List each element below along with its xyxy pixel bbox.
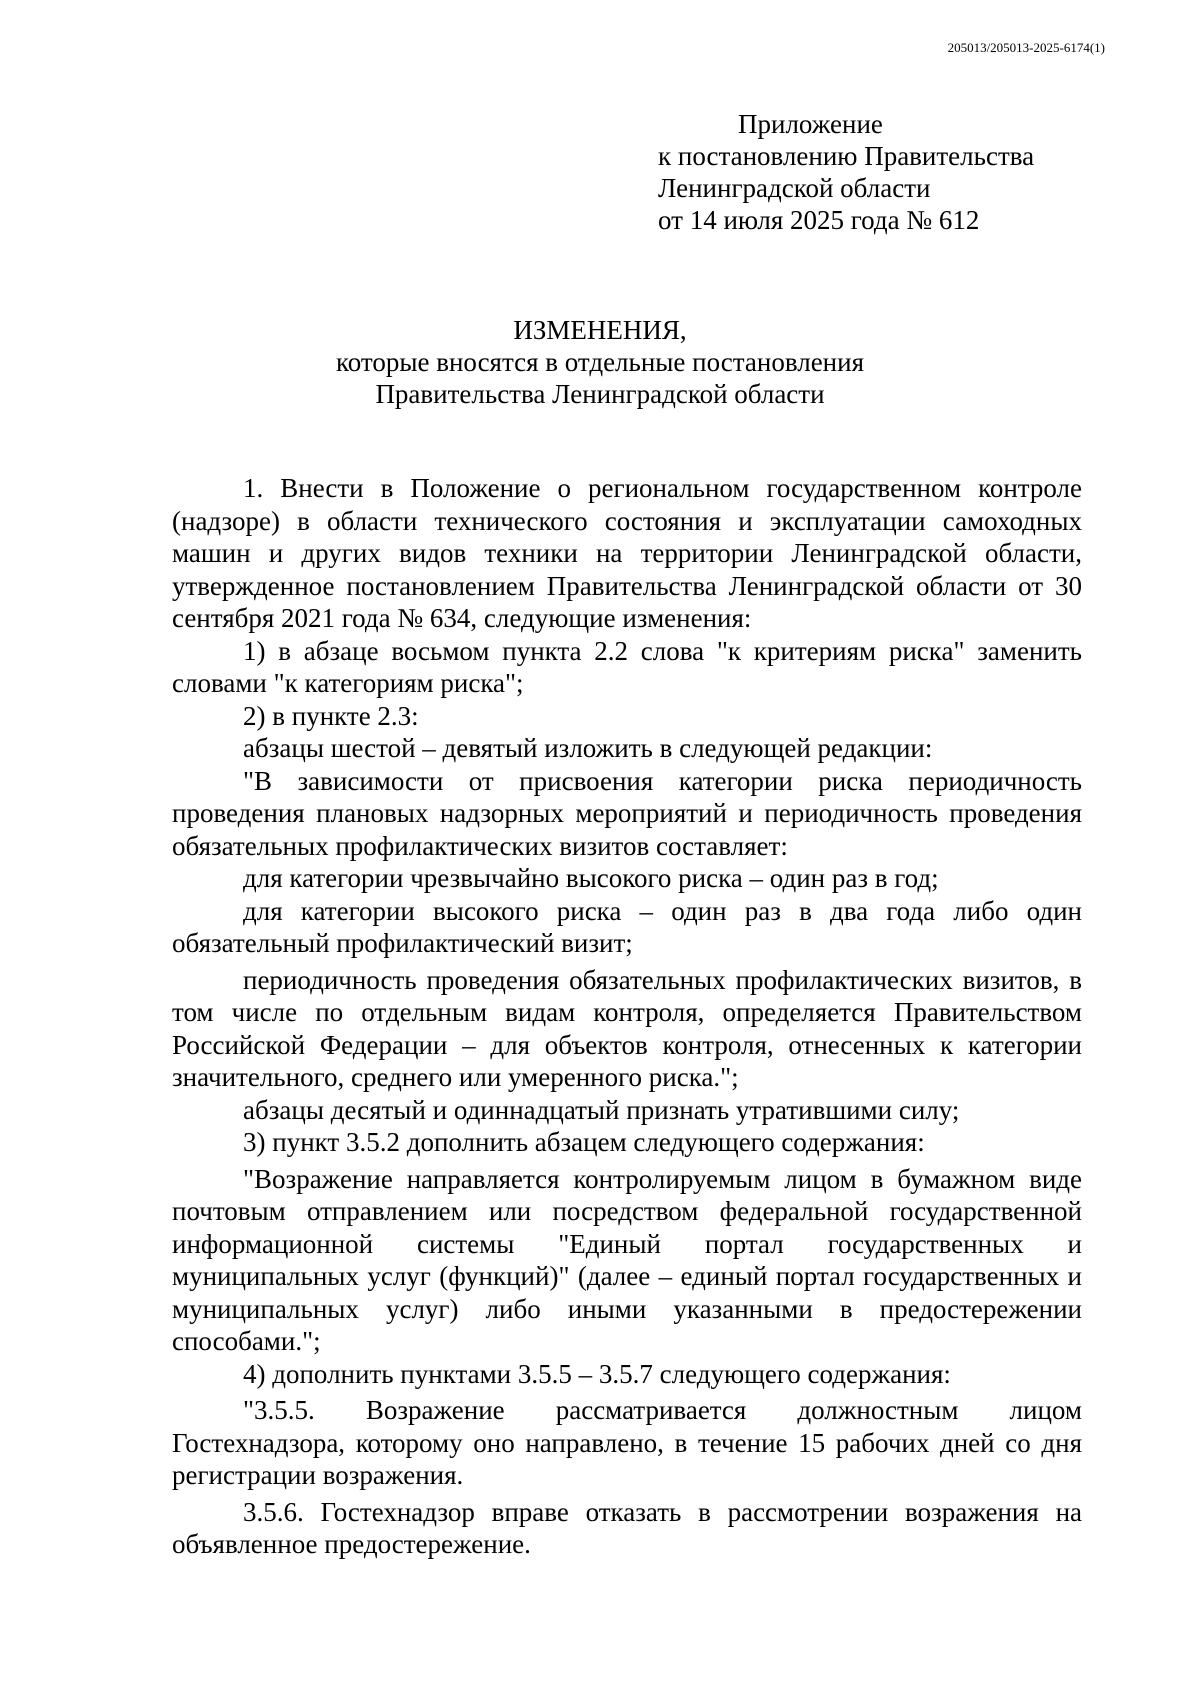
paragraph: 4) дополнить пунктами 3.5.5 – 3.5.7 следующего содержания:	[243, 1358, 951, 1389]
appendix-line: Приложение	[738, 109, 883, 139]
paragraph: периодичность проведения обязательных профилактических визитов, в том числе по отдельным видам контроля, определяется Правительством Российской Федерации – для объектов контроля, отнесенных к категории значительного, среднего или умеренного риска.";	[172, 964, 1082, 1092]
paragraph: абзацы шестой – девятый изложить в следующей редакции:	[243, 733, 933, 763]
appendix-line: к постановлению Правительства	[658, 141, 1035, 171]
document-subtitle-line: Правительства Ленинградской области	[375, 379, 825, 409]
paragraph: 3) пункт 3.5.2 дополнить абзацем следующего содержания:	[243, 1127, 925, 1157]
paragraph: 2) в пункте 2.3:	[243, 700, 419, 731]
paragraph: 1. Внести в Положение о региональном государственном контроле (надзоре) в области технического состояния и эксплуатации самоходных машин и других видов техники на территории Ленинградской области, утвержденное постановлением Правительства Ленинградской области от 30 сентября 2021 года № 634, следующие изменения:	[172, 473, 1082, 633]
paragraph: 3.5.6. Гостехнадзор вправе отказать в рассмотрении возражения на объявленное предостережение.	[172, 1496, 1082, 1559]
paragraph: "В зависимости от присвоения категории риска периодичность проведения плановых надзорных мероприятий и периодичность проведения обязательных профилактических визитов составляет:	[172, 765, 1082, 861]
paragraph: "Возражение направляется контролируемым лицом в бумажном виде почтовым отправлением или посредством федеральной государственной информационной системы "Единый портал государственных и муниципальных услуг (функций)" (далее – единый портал государственных и муниципальных услуг) либо иными указанными в предостережении способами.";	[172, 1163, 1082, 1356]
document-heading	[0, 314, 1200, 410]
document-id: 205013/205013-2025-6174(1)	[947, 40, 1105, 55]
paragraph: абзацы десятый и одиннадцатый признать утратившими силу;	[243, 1094, 960, 1125]
paragraph: для категории высокого риска – один раз в два года либо один обязательный профилактический визит;	[172, 895, 1082, 958]
paragraph: "3.5.5. Возражение рассматривается должностным лицом Гостехнадзора, которому оно направлено, в течение 15 рабочих дней со дня регистрации возражения.	[172, 1395, 1082, 1490]
paragraph: 1) в абзаце восьмом пункта 2.2 слова "к критериям риска" заменить словами "к категориям риска";	[172, 635, 1082, 698]
appendix-line: Ленинградской области	[658, 173, 931, 203]
document-subtitle-line: которые вносятся в отдельные постановления	[335, 347, 865, 377]
document-body	[172, 472, 1082, 1561]
document-title: ИЗМЕНЕНИЯ,	[513, 315, 687, 345]
appendix-line: от 14 июля 2025 года № 612	[658, 205, 980, 235]
appendix-block	[658, 108, 1034, 236]
paragraph: для категории чрезвычайно высокого риска – один раз в год;	[243, 863, 939, 893]
